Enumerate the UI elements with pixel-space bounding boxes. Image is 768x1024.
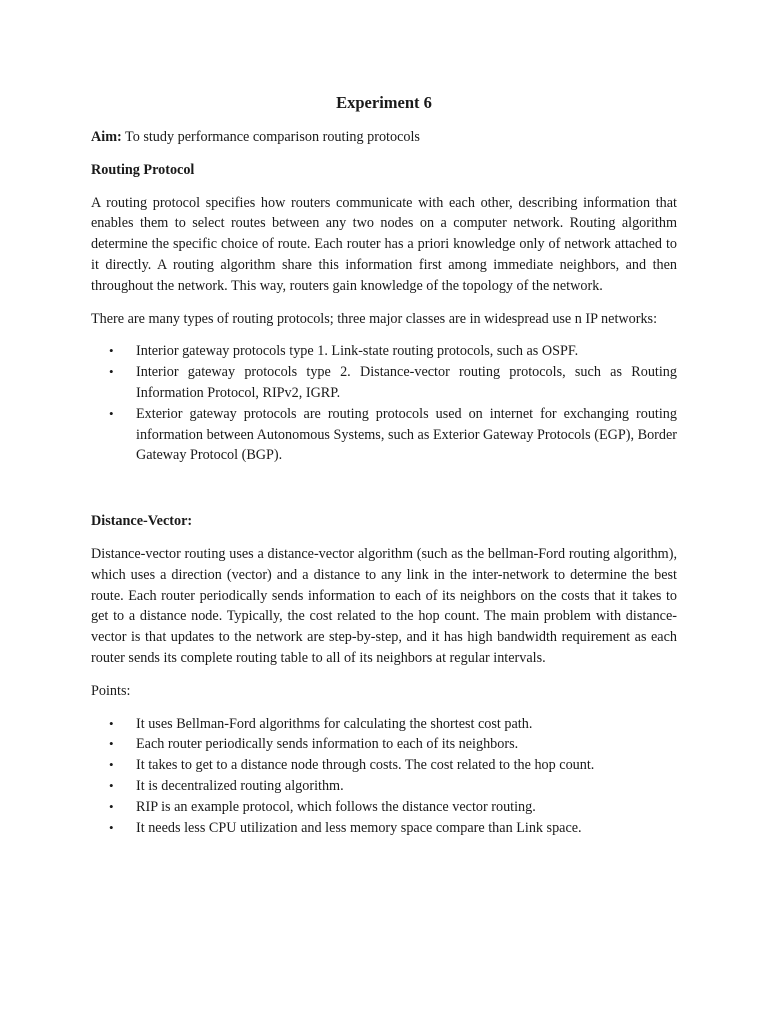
bullet-icon: •	[109, 343, 114, 359]
list-item: • It is decentralized routing algorithm.	[136, 776, 677, 797]
bullet-icon: •	[109, 798, 114, 814]
section-spacer	[91, 478, 677, 511]
distance-vector-paragraph: Distance-vector routing uses a distance-vector algorithm (such as the bellman-Ford routing algorithm), which uses a direction (vector) and a distance to any link in the inter-network to determine the best route. Each router periodically sends information to each of its neighbors on the costs that it takes to get to a distance node. Typically, the cost related to the hop count. The main problem with distance-vector is that updates to the network are step-by-step, and it has high bandwidth requirement as each router sends its complete routing table to all of its neighbors at regular intervals.	[91, 545, 677, 666]
protocol-types-paragraph: There are many types of routing protocols; three major classes are in widespread use n IP networks:	[91, 310, 658, 327]
bullet-icon: •	[109, 777, 114, 793]
bullet-icon: •	[109, 715, 114, 731]
list-item: • It uses Bellman-Ford algorithms for calculating the shortest cost path.	[136, 714, 677, 735]
routing-protocol-paragraph: A routing protocol specifies how routers communicate with each other, describing information that enables them to select routes between any two nodes on a computer network. Routing algorithm determine the specific choice of route. Each router has a priori knowledge only of network attached to it directly. A routing algorithm share this information first among immediate neighbors, and then throughout the network. This way, routers gain knowledge of the topology of the network.	[91, 194, 677, 294]
points-list	[91, 714, 677, 839]
list-item: • Interior gateway protocols type 1. Link-state routing protocols, such as OSPF.	[136, 341, 677, 362]
aim-text: To study performance comparison routing protocols	[121, 129, 420, 145]
list-item: • Exterior gateway protocols are routing protocols used on internet for exchanging routing information between Autonomous Systems, such as Exterior Gateway Protocols (EGP), Border Gateway Protocol (BGP).	[109, 405, 677, 464]
aim-label: Aim:	[91, 129, 122, 145]
bullet-icon: •	[109, 757, 114, 773]
aim-line	[91, 127, 677, 148]
bullet-icon: •	[109, 736, 114, 752]
bullet-icon: •	[109, 364, 114, 380]
list-item: • It takes to get to a distance node through costs. The cost related to the hop count.	[136, 755, 677, 776]
list-item: • Interior gateway protocols type 2. Distance-vector routing protocols, such as Routing Information Protocol, RIPv2, IGRP.	[109, 364, 677, 401]
list-item: • RIP is an example protocol, which follows the distance vector routing.	[136, 797, 677, 818]
points-label: Points:	[91, 682, 131, 699]
bullet-icon: •	[109, 819, 114, 835]
page-title: Experiment 6	[336, 93, 432, 112]
protocol-types-list	[91, 341, 677, 466]
bullet-icon: •	[109, 405, 114, 421]
list-item: • It needs less CPU utilization and less memory space compare than Link space.	[136, 818, 677, 839]
routing-protocol-heading: Routing Protocol	[91, 161, 195, 178]
list-item: • Each router periodically sends information to each of its neighbors.	[136, 734, 677, 755]
distance-vector-heading: Distance-Vector:	[91, 513, 193, 530]
